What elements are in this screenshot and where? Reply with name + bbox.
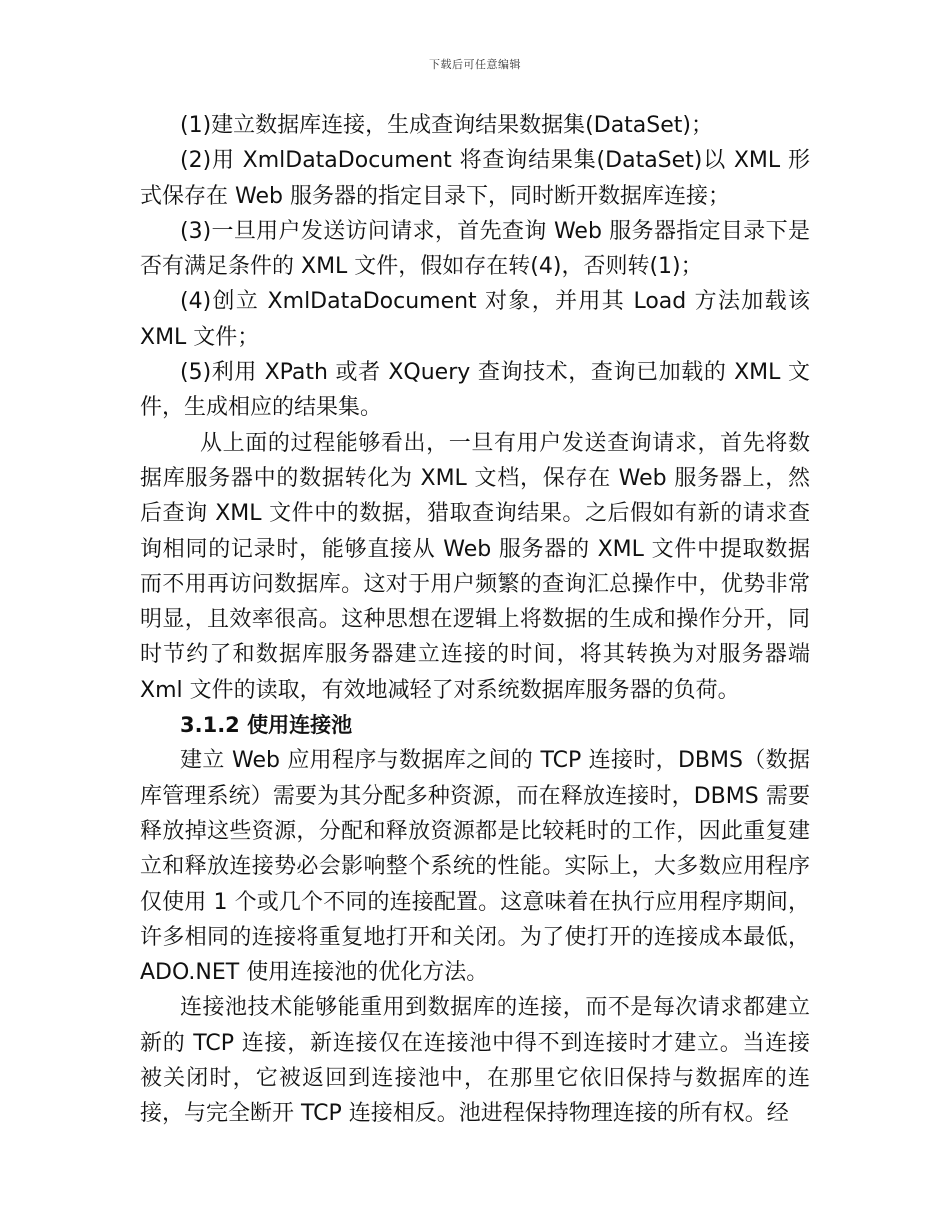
step-1: (1)建立数据库连接，生成查询结果数据集(DataSet)； bbox=[180, 113, 713, 138]
step-3: (3)一旦用户发送访问请求，首先查询 Web 服务器指定目录下是否有满足条件的 XML 文件，假如存在转(4)，否则转(1)； bbox=[140, 218, 810, 280]
section-paragraph-2: 连接池技术能够能重用到数据库的连接，而不是每次请求都建立新的 TCP 连接，新连接仅在连接池中得不到连接时才建立。当连接被关闭时，它被返回到连接池中，在那里它依旧保持与数据库的连接，与完全断开 TCP 连接相反。池进程保持物理连接的所有权。经 bbox=[140, 995, 810, 1127]
step-4: (4)创立 XmlDataDocument 对象，并用其 Load 方法加载该 XML 文件； bbox=[140, 289, 810, 350]
document-body bbox=[140, 108, 810, 1132]
section-heading: 3.1.2 使用连接池 bbox=[180, 713, 353, 738]
page-header: 下载后可任意编辑 bbox=[429, 58, 521, 71]
summary-paragraph: 从上面的过程能够看出，一旦有用户发送查询请求，首先将数据库服务器中的数据转化为 XML 文档，保存在 Web 服务器上，然后查询 XML 文件中的数据，猎取查询结果。之后假如有新的请求查询相同的记录时，能够直接从 Web 服务器的 XML 文件中提取数据而不用再访问数据库。这对于用户频繁的查询汇总操作中，优势非常明显，且效率很高。这种思想在逻辑上将数据的生成和操作分开，同时节约了和数据库服务器建立连接的时间，将其转换为对服务器端 Xml 文件的读取，有效地减轻了对系统数据库服务器的负荷。 bbox=[140, 430, 810, 703]
step-5: (5)利用 XPath 或者 XQuery 查询技术，查询已加载的 XML 文件，生成相应的结果集。 bbox=[140, 360, 810, 421]
section-paragraph-1: 建立 Web 应用程序与数据库之间的 TCP 连接时，DBMS（数据库管理系统）需要为其分配多种资源，而在释放连接时，DBMS 需要释放掉这些资源，分配和释放资源都是比较耗时的工作，因此重复建立和释放连接势必会影响整个系统的性能。实际上，大多数应用程序仅使用 1 个或几个不同的连接配置。这意味着在执行应用程序期间，许多相同的连接将重复地打开和关闭。为了使打开的连接成本最低，ADO.NET 使用连接池的优化方法。 bbox=[140, 748, 810, 986]
step-2: (2)用 XmlDataDocument 将查询结果集(DataSet)以 XML 形式保存在 Web 服务器的指定目录下，同时断开数据库连接； bbox=[140, 148, 810, 209]
